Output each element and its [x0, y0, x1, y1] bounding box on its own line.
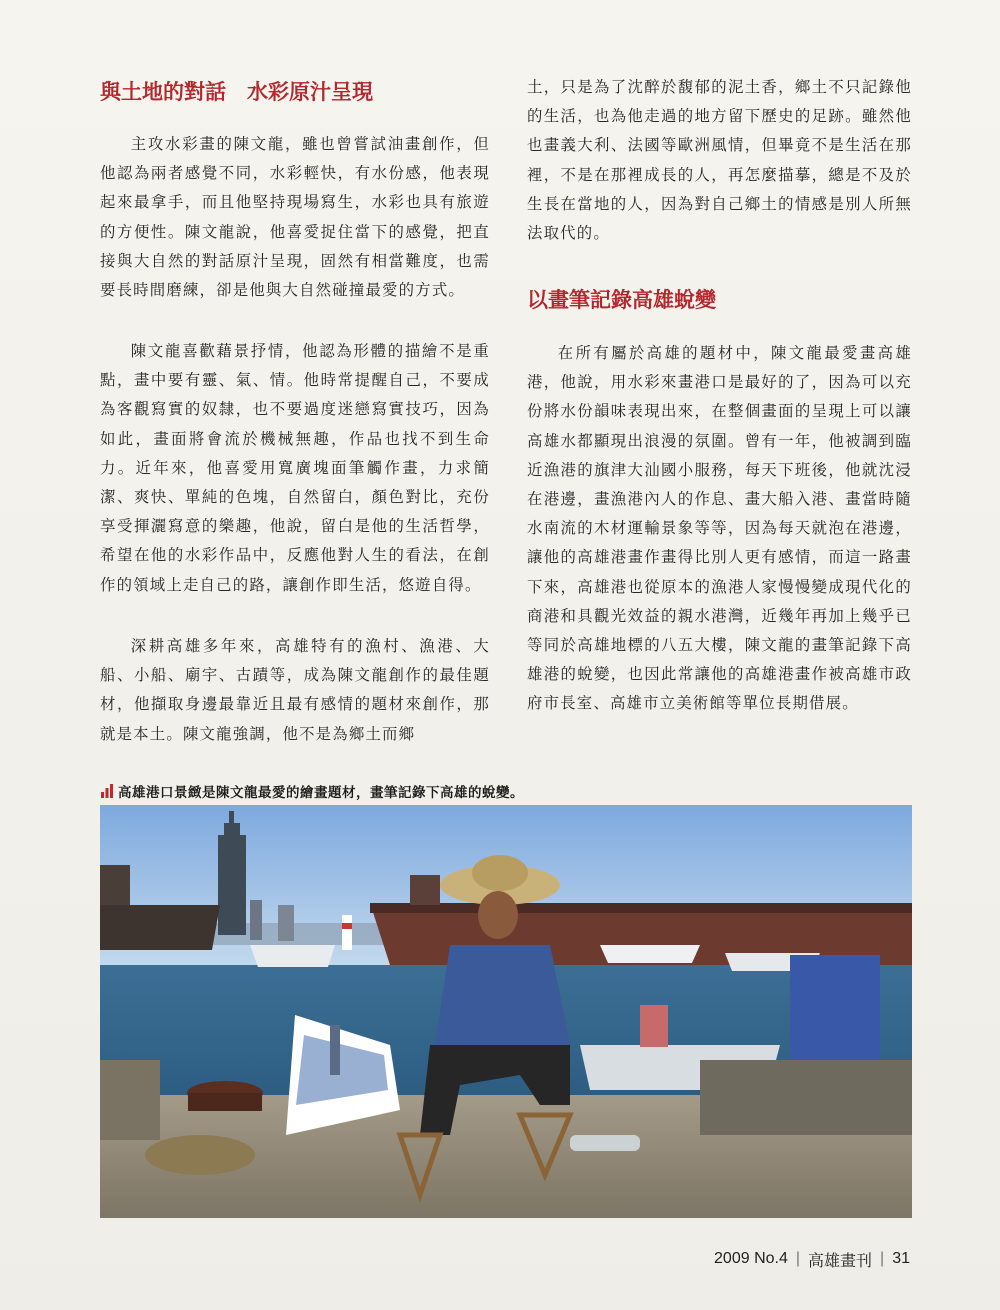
harbor-painter-photo: [100, 805, 912, 1218]
footer-separator: |: [795, 1250, 801, 1267]
footer-page-number: 31: [892, 1250, 910, 1267]
paragraph-1: 主攻水彩畫的陳文龍，雖也曾嘗試油畫創作，但他認為兩者感覺不同，水彩輕快，有水份感，他表現起來最拿手，而且他堅持現場寫生，水彩也具有旅遊的方便性。陳文龍說，他喜愛捉住當下的感覺，把直接與大自然的對話原汁呈現，固然有相當難度，也需要長時間磨練，卻是他與大自然碰撞最愛的方式。: [100, 135, 490, 300]
harbor-scene-illustration: [100, 805, 912, 1218]
paragraph-3: 深耕高雄多年來，高雄特有的漁村、漁港、大船、小船、廟宇、古蹟等，成為陳文龍創作的最佳題材，他擷取身邊最靠近且最有感情的題材來創作，那就是本土。陳文龍強調，他不是為鄉土而鄉: [100, 637, 490, 743]
footer-issue: 2009 No.4: [714, 1250, 788, 1267]
photo-caption-row: [100, 780, 920, 802]
photo-caption: 高雄港口景緻是陳文龍最愛的繪畫題材，畫筆記錄下高雄的蛻變。: [118, 785, 524, 801]
page-footer: [700, 1247, 910, 1271]
paragraph-2: 陳文龍喜歡藉景抒情，他認為形體的描繪不是重點，畫中要有靈、氣、情。他時常提醒自己，不要成為客觀寫實的奴隸，也不要過度迷戀寫實技巧，因為如此，畫面將會流於機械無趣，作品也找不到生命力。近年來，他喜愛用寬廣塊面筆觸作畫，力求簡潔、爽快、單純的色塊，自然留白，顏色對比，充份享受揮灑寫意的樂趣，他說，留白是他的生活哲學，希望在他的水彩作品中，反應他對人生的看法，在創作的領域上走自己的路，讓創作即生活，悠遊自得。: [100, 342, 490, 594]
footer-separator: |: [880, 1250, 885, 1267]
footer-magazine-name: 高雄畫刊: [808, 1252, 873, 1270]
paragraph-4: 在所有屬於高雄的題材中，陳文龍最愛畫高雄港，他說，用水彩來畫港口是最好的了，因為可以充份將水份韻味表現出來，在整個畫面的呈現上可以讓高雄水都顯現出浪漫的氛圍。曾有一年，他被調到臨近漁港的旗津大汕國小服務，每天下班後，他就沈浸在港邊，畫漁港內人的作息、畫大船入港、畫當時隨水南流的木材運輸景象等等，因為每天就泡在港邊，讓他的高雄港畫作畫得比別人更有感情，而這一路畫下來，高雄港也從原本的漁港人家慢慢變成現代化的商港和具觀光效益的親水港灣，近幾年再加上幾乎已等同於高雄地標的八五大樓，陳文龍的畫筆記錄下高雄港的蛻變，也因此常讓他的高雄港畫作被高雄市政府市長室、高雄市立美術館等單位長期借展。: [527, 344, 912, 713]
section-heading-record: 以畫筆記錄高雄蛻變: [527, 288, 716, 312]
paragraph-continuation: 土，只是為了沈醉於馥郁的泥土香，鄉土不只記錄他的生活，也為他走過的地方留下歷史的足跡。雖然他也畫義大利、法國等歐洲風情，但畢竟不是生活在那裡，不是在那裡成長的人，再怎麼描摹，總是不及於生長在當地的人，因為對自己鄉土的情感是別人所無法取代的。: [527, 78, 912, 243]
section-heading-dialogue: 與土地的對話 水彩原汁呈現: [100, 80, 373, 104]
caption-bars-icon: [100, 784, 114, 798]
